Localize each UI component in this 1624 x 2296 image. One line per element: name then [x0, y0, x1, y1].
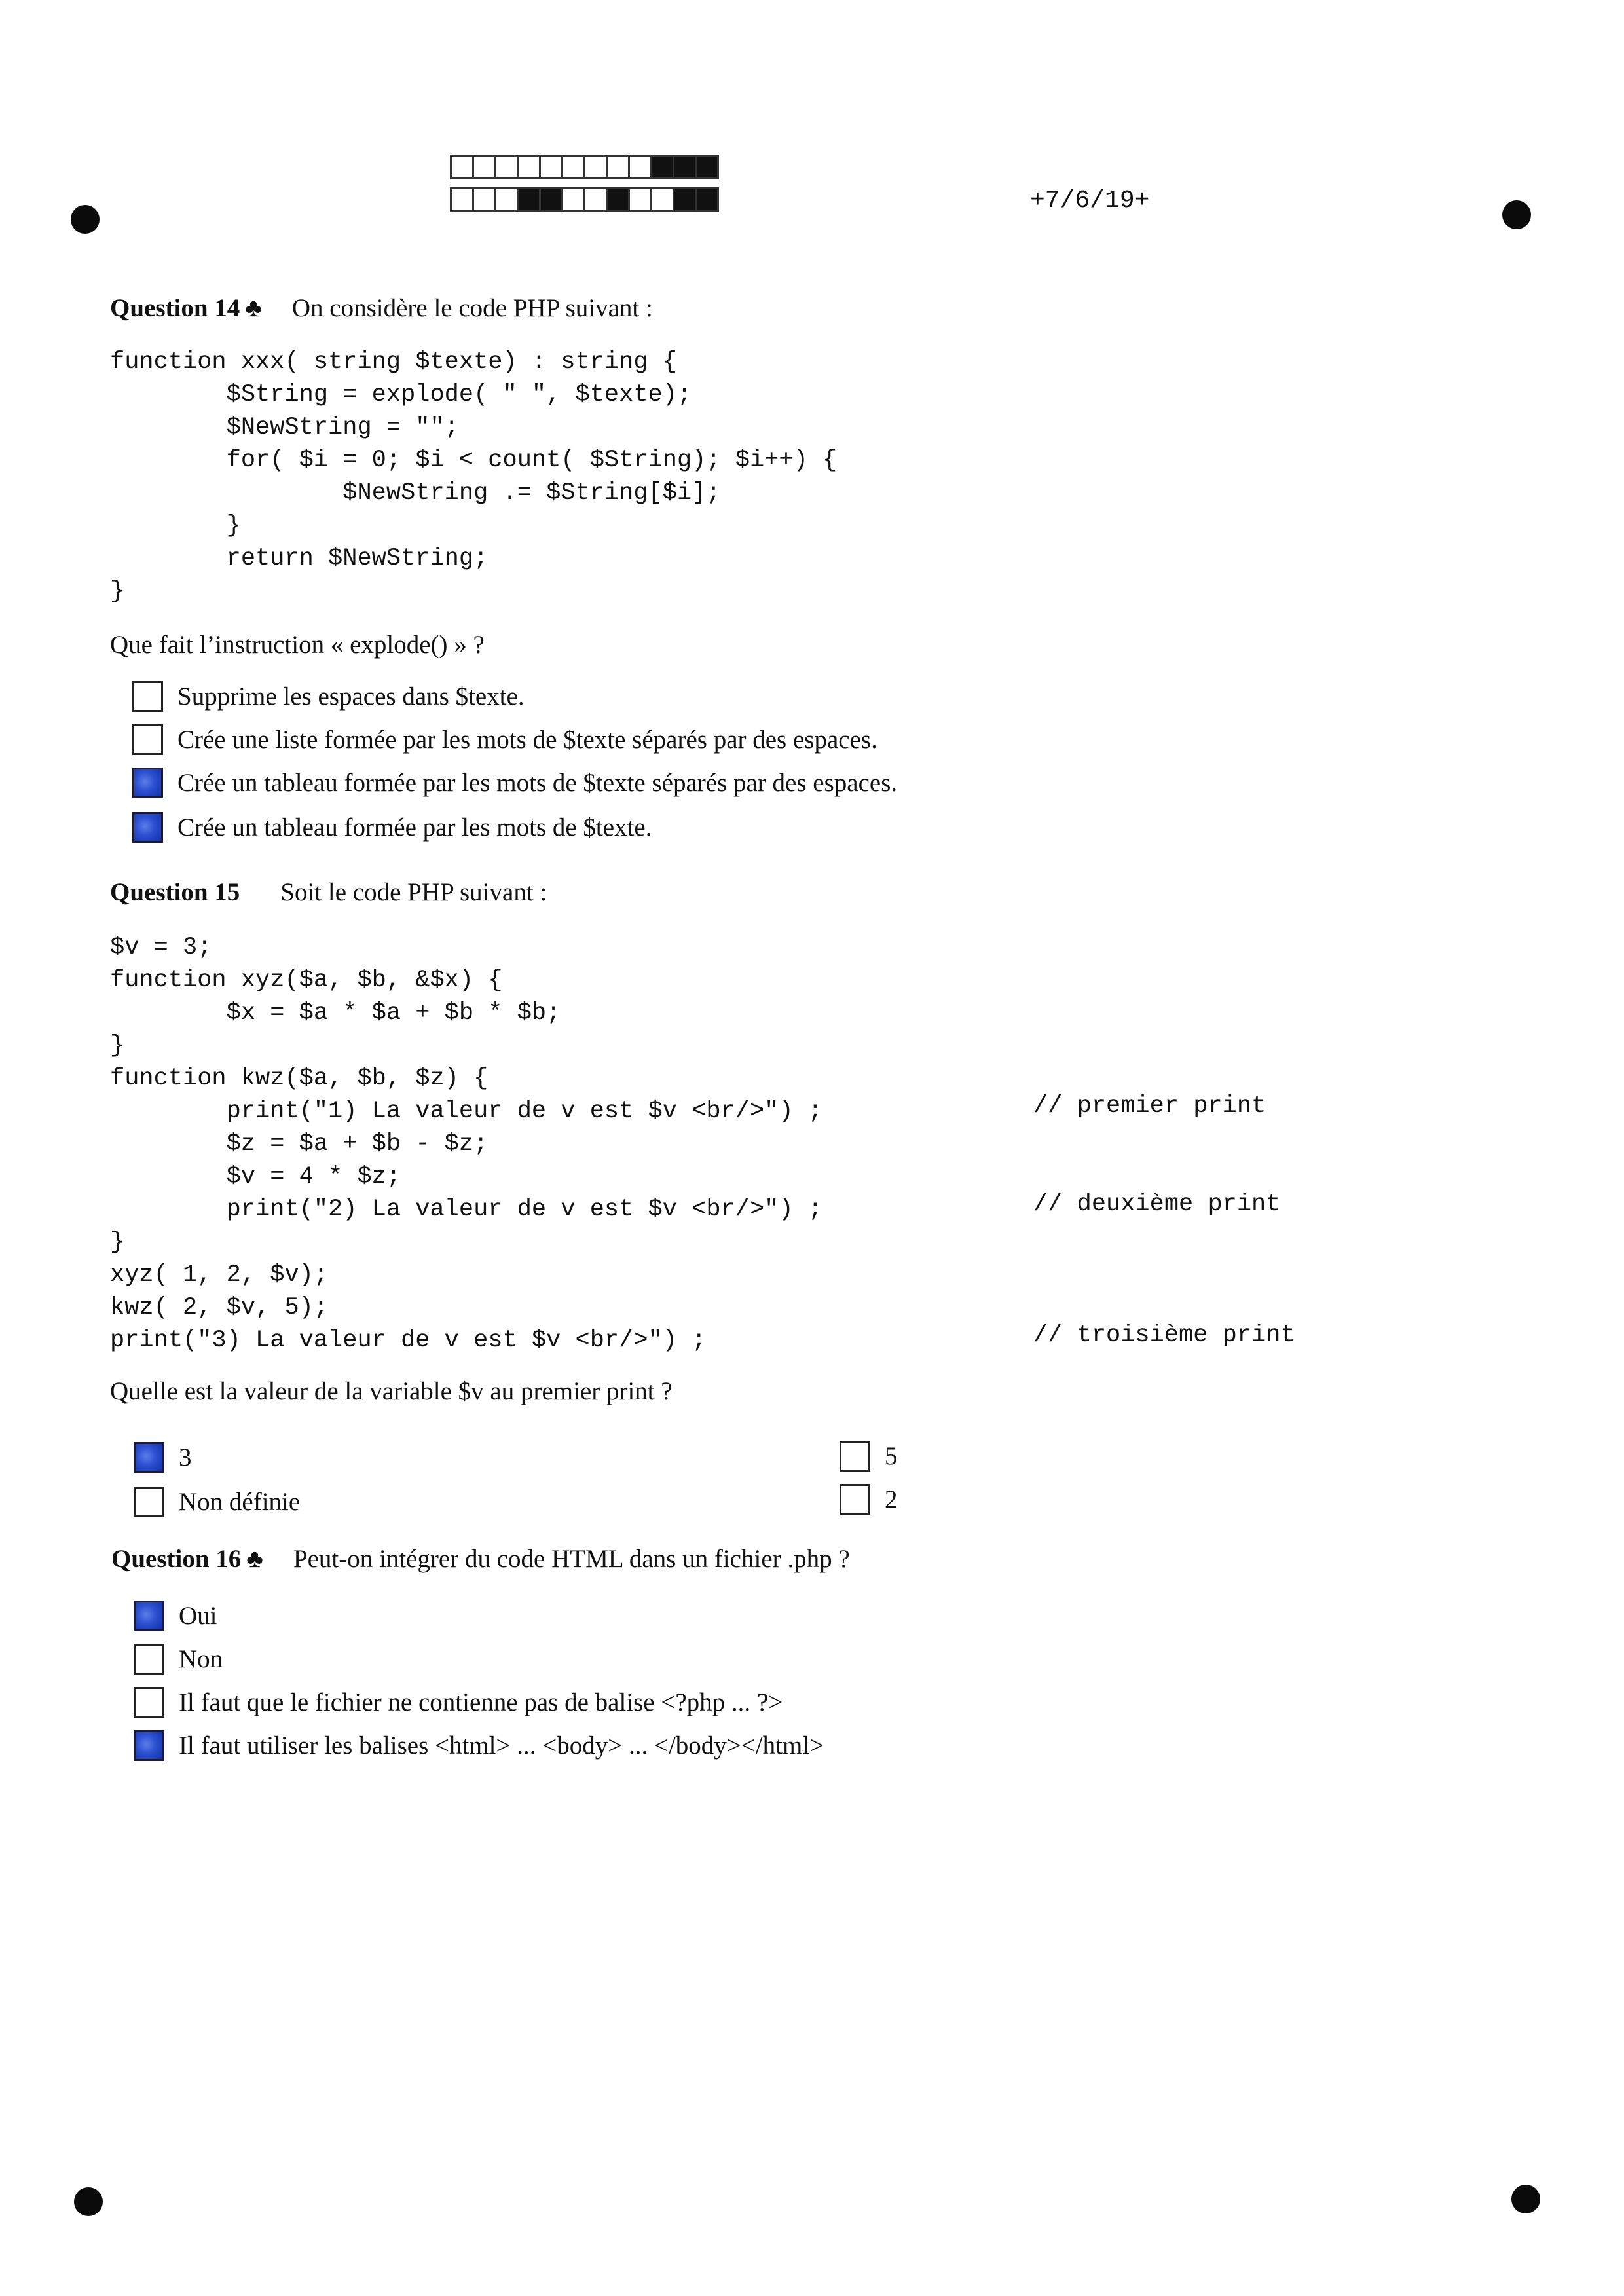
option-label: Crée un tableau formée par les mots de $texte séparés par des espaces.	[177, 769, 898, 797]
option-label: 5	[885, 1442, 898, 1470]
barcode-cell-empty	[472, 187, 496, 212]
barcode-row-2	[452, 187, 719, 212]
q15-number: Question 15	[110, 878, 240, 906]
q14-option-2[interactable]	[132, 724, 877, 755]
q14-header	[110, 293, 653, 323]
option-label: Crée une liste formée par les mots de $texte séparés par des espaces.	[177, 726, 877, 754]
barcode-cell-empty	[583, 155, 608, 179]
corner-mark-bottom-right	[1511, 2185, 1540, 2213]
checkbox-checked[interactable]	[134, 1442, 164, 1473]
checkbox[interactable]	[840, 1484, 870, 1515]
q15-option-1[interactable]	[134, 1442, 192, 1473]
q14-option-4[interactable]	[132, 812, 652, 843]
barcode-cell-empty	[539, 155, 563, 179]
option-label: Crée un tableau formée par les mots de $texte.	[177, 813, 652, 842]
q15-option-3[interactable]	[840, 1441, 898, 1472]
barcode-cell-filled	[673, 155, 697, 179]
checkbox[interactable]	[134, 1487, 164, 1517]
barcode-cell-filled	[517, 187, 541, 212]
barcode-cell-empty	[450, 155, 474, 179]
q14-option-3[interactable]	[132, 768, 897, 798]
corner-mark-top-right	[1502, 200, 1531, 229]
page-id: +7/6/19+	[1030, 187, 1150, 215]
checkbox[interactable]	[840, 1441, 870, 1472]
corner-mark-top-left	[71, 205, 100, 234]
checkbox-checked[interactable]	[132, 768, 163, 798]
option-label: Il faut que le fichier ne contienne pas de balise <?php ... ?>	[179, 1688, 783, 1716]
checkbox[interactable]	[134, 1687, 164, 1718]
barcode-cell-empty	[628, 187, 652, 212]
barcode-cell-empty	[561, 155, 585, 179]
barcode-cell-filled	[606, 187, 630, 212]
checkbox-checked[interactable]	[132, 812, 163, 843]
option-label: Non définie	[179, 1488, 301, 1516]
barcode-cell-empty	[472, 155, 496, 179]
q16-text: Peut-on intégrer du code HTML dans un fichier .php ?	[293, 1545, 850, 1573]
q14-code: function xxx( string $texte) : string { $String = explode( " ", $texte); $NewString = ""; for( $i = 0; $i < count( $String); $i++) { $NewString .= $String[$i]; } return $NewString; }	[110, 348, 838, 605]
barcode-cell-empty	[494, 187, 519, 212]
q15-comment-3: // troisième print	[1033, 1322, 1295, 1349]
q15-option-4[interactable]	[840, 1484, 898, 1515]
barcode-cell-empty	[583, 187, 608, 212]
checkbox-checked[interactable]	[134, 1730, 164, 1761]
checkbox[interactable]	[132, 681, 163, 712]
barcode-cell-empty	[628, 155, 652, 179]
option-label: Supprime les espaces dans $texte.	[177, 682, 525, 711]
club-icon: ♣	[246, 1545, 263, 1573]
barcode-cell-empty	[494, 155, 519, 179]
q15-prompt: Quelle est la valeur de la variable $v au premier print ?	[110, 1377, 673, 1405]
q16-option-4[interactable]	[134, 1730, 824, 1761]
barcode-cell-empty	[517, 155, 541, 179]
q15-option-2[interactable]	[134, 1487, 300, 1517]
barcode-cell-filled	[539, 187, 563, 212]
q15-text: Soit le code PHP suivant :	[280, 878, 547, 906]
option-label: Il faut utiliser les balises <html> ... <body> ... </body></html>	[179, 1731, 824, 1760]
corner-mark-bottom-left	[74, 2187, 103, 2216]
q15-comment-1: // premier print	[1033, 1092, 1266, 1120]
club-icon: ♣	[245, 294, 262, 322]
q15-header	[110, 878, 547, 907]
option-label: Oui	[179, 1602, 217, 1630]
q16-option-3[interactable]	[134, 1687, 783, 1718]
q16-option-2[interactable]	[134, 1644, 223, 1675]
q16-option-1[interactable]	[134, 1601, 217, 1631]
q15-code: $v = 3; function xyz($a, $b, &$x) { $x = $a * $a + $b * $b; } function kwz($a, $b, $z) { print("1) La valeur de v est $v <br/>") ; $z = $a + $b - $z; $v = 4 * $z; print("2) La valeur de v est $v <br/>") ; } xyz( 1, 2, $v); kwz( 2, $v, 5); print("3) La valeur de v est $v <br/>") ;	[110, 934, 822, 1354]
q14-number: Question 14	[110, 294, 240, 322]
q14-prompt: Que fait l’instruction « explode() » ?	[110, 631, 485, 659]
checkbox[interactable]	[132, 724, 163, 755]
option-label: Non	[179, 1645, 223, 1673]
barcode-cell-empty	[650, 187, 674, 212]
checkbox-checked[interactable]	[134, 1601, 164, 1631]
q15-comment-2: // deuxième print	[1033, 1191, 1281, 1218]
option-label: 2	[885, 1485, 898, 1513]
checkbox[interactable]	[134, 1644, 164, 1675]
barcode-cell-empty	[561, 187, 585, 212]
barcode-cell-filled	[650, 155, 674, 179]
q16-header	[111, 1544, 850, 1574]
barcode-cell-empty	[450, 187, 474, 212]
barcode-cell-filled	[695, 187, 719, 212]
barcode-cell-empty	[606, 155, 630, 179]
barcode-row-1	[452, 155, 719, 179]
barcode-cell-filled	[695, 155, 719, 179]
q14-option-1[interactable]	[132, 681, 525, 712]
option-label: 3	[179, 1443, 192, 1472]
q14-text: On considère le code PHP suivant :	[291, 294, 653, 322]
barcode-cell-filled	[673, 187, 697, 212]
q16-number: Question 16	[111, 1545, 242, 1573]
